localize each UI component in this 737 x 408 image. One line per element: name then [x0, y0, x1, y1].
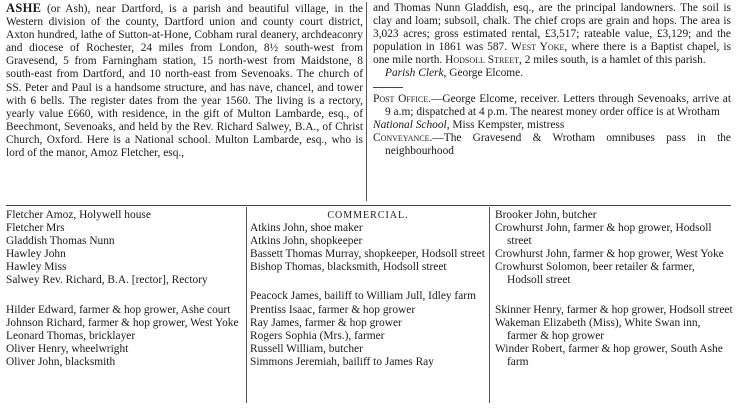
parish-clerk-label: Parish Clerk: [385, 67, 444, 80]
west-yoke-label: West Yoke: [511, 41, 565, 54]
list-item: Fletcher Mrs: [6, 222, 65, 235]
list-item: Skinner Henry, farmer & hop grower, Hodsoll street: [495, 303, 733, 316]
parish-clerk-name: , George Elcome.: [443, 67, 524, 80]
list-item: Simmons Jeremiah, bailiff to James Ray: [250, 355, 434, 368]
school-label: National School: [373, 118, 447, 131]
school-text: , Miss Kempster, mistress: [446, 118, 565, 131]
list-item: Russell William, butcher: [250, 342, 363, 355]
list-item: Oliver Henry, wheelwright: [6, 342, 129, 355]
list-item: Leonard Thomas, bricklayer: [6, 329, 136, 342]
post-office-label: Post Office.: [373, 92, 431, 105]
list-item: Bishop Thomas, blacksmith, Hodsoll street: [250, 261, 447, 274]
school-entry: [373, 119, 731, 132]
commercial-heading: COMMERCIAL.: [327, 210, 409, 221]
parish-paragraph: [6, 2, 363, 160]
directory-column-b: [250, 209, 486, 369]
parish-clerk-line: [373, 67, 731, 80]
parish-name: ASHE: [6, 1, 42, 15]
list-item: Crowhurst Solomon, beer retailer & farmer, Hodsoll street: [495, 261, 695, 287]
parish-description: [6, 2, 363, 160]
conveyance-label: Conveyance.: [373, 131, 433, 144]
list-item: Gladdish Thomas Nunn: [6, 235, 115, 248]
column-divider: [366, 2, 367, 201]
directory-divider-2: [489, 207, 490, 403]
list-item: Hawley John: [6, 248, 66, 261]
list-item: Ray James, farmer & hop grower: [250, 316, 402, 329]
list-item: Peacock James, bailiff to William Jull, Idley farm: [250, 290, 476, 303]
landowners-text: and Thomas Nunn Gladdish, esq., are the principal landowners. The soil is clay and loam; subsoil, chalk. The chief crops are grain and hops. The area is 3,023 acres; gross estimated rental, £3,517; rateable value, £3,129; and the population in 1861 was 587.: [373, 2, 731, 54]
list-item: Atkins John, shopkeeper: [250, 235, 363, 248]
list-item: Crowhurst John, farmer & hop grower, West Yoke: [495, 248, 724, 261]
directory-column-c: [495, 209, 733, 369]
list-item: Crowhurst John, farmer & hop grower, Hodsoll street: [495, 222, 712, 248]
parish-text: (or Ash), near Dartford, is a parish and beautiful village, in the Western division of the county, Dartford union and county court district, Axton hundred, lathe of Sutton-at-Hone, Cobham rural deanery, archdeaconry and diocese of Rochester, 24 miles from London, 8½ south-west from Gravesend, 5 from Farningham station, 15 north-west from Maidstone, 8 south-east from Dartford, and 10 north-east from Sevenoaks. The church of SS. Peter and Paul is a handsome structure, and has nave, chancel, and tower with 6 bells. The register dates from the year 1560. The living is a rectory, yearly value £660, with residence, in the gift of Multon Lambarde, esq., of Beechmont, Sevenoaks, and held by the Rev. Richard Salwey, B.A., of Christ Church, Oxford. Here is a National school. Multon Lambarde, esq., who is lord of the manor, Amoz Fletcher, esq.,: [6, 3, 363, 160]
list-item: Bassett Thomas Murray, shopkeeper, Hodsoll street: [250, 248, 485, 261]
private-residents: [6, 209, 244, 288]
list-item: Brooker John, butcher: [495, 209, 597, 221]
post-office-entry: [373, 93, 731, 119]
section-divider: [373, 87, 403, 88]
list-item: Wakeman Elizabeth (Miss), White Swan inn, farmer & hop grower: [495, 316, 701, 342]
list-item: Hawley Miss: [6, 261, 67, 274]
parish-description-continued: [373, 2, 731, 158]
list-item: Salwey Rev. Richard, B.A. [rector], Rectory: [6, 274, 208, 287]
hodsoll-text: , 2 miles south, is a hamlet of this parish.: [519, 54, 706, 67]
list-item: Hilder Edward, farmer & hop grower, Ashe court: [6, 303, 231, 316]
west-yoke-text: , where there is a Baptist chapel, is one mile north.: [373, 41, 732, 67]
directory-top-rule: [6, 205, 731, 206]
directory-divider-1: [246, 207, 247, 403]
list-item: Fletcher Amoz, Holywell house: [6, 209, 151, 221]
list-item: Prentiss Isaac, farmer & hop grower: [250, 303, 416, 316]
list-item: Johnson Richard, farmer & hop grower, West Yoke: [6, 316, 239, 329]
list-item: Atkins John, shoe maker: [250, 222, 363, 235]
conveyance-entry: [373, 132, 731, 158]
commercial-residents-a: [6, 304, 244, 369]
post-office-text: —George Elcome, receiver. Letters through Sevenoaks, arrive at 9 a.m; dispatched at 4 p.m. The nearest money order office is at Wrotham: [385, 92, 732, 118]
directory-column-a: [6, 209, 244, 369]
list-item: Oliver John, blacksmith: [6, 355, 116, 368]
list-item: Rogers Sophia (Mrs.), farmer: [250, 329, 385, 342]
conveyance-text: —The Gravesend & Wrotham omnibuses pass in the neighbourhood: [385, 131, 731, 157]
list-item: Winder Robert, farmer & hop grower, South Ashe farm: [495, 342, 723, 368]
hodsoll-label: Hodsoll Street: [445, 54, 519, 67]
landowners-paragraph: [373, 2, 731, 67]
